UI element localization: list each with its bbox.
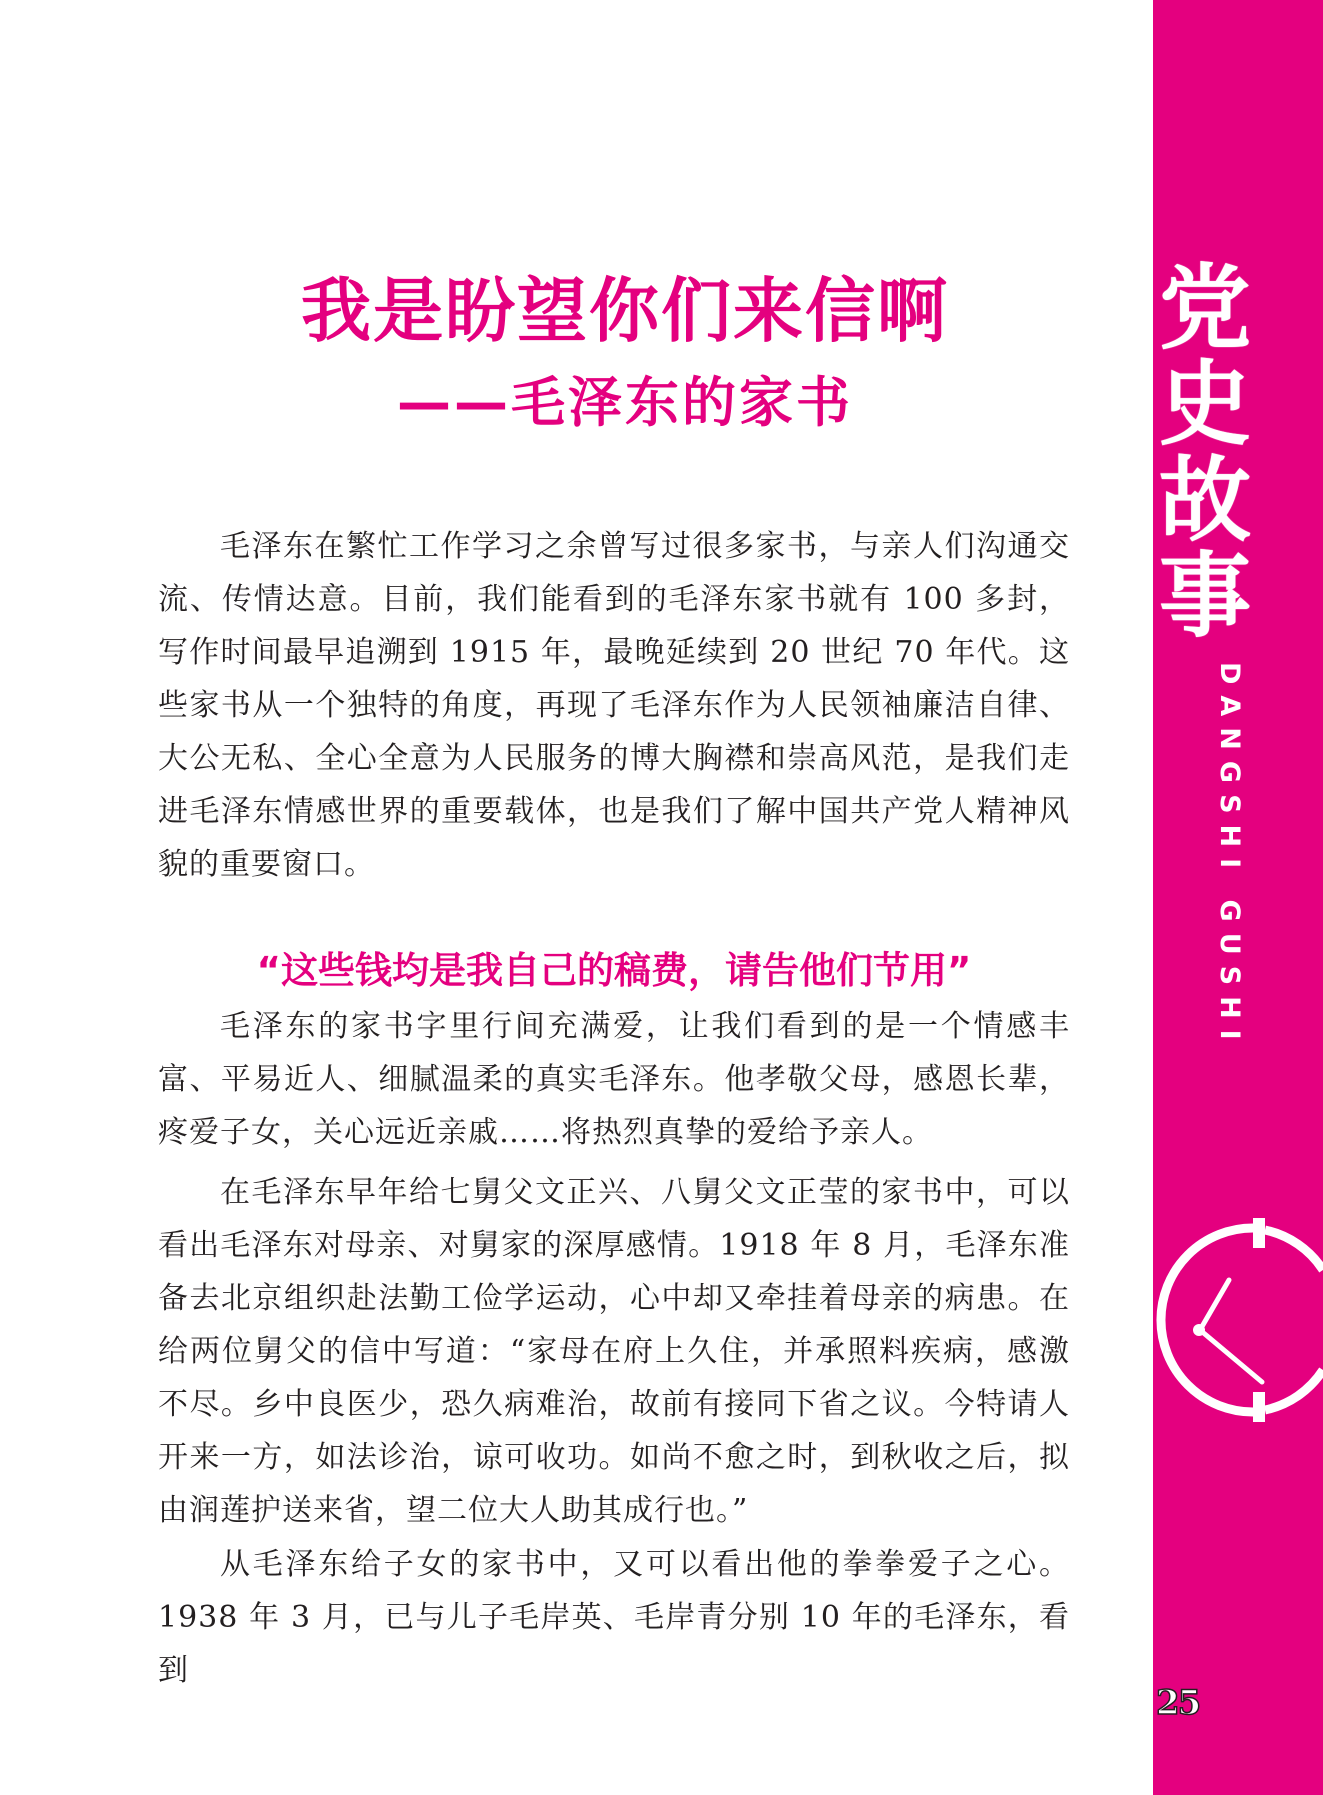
body-paragraph: 从毛泽东给子女的家书中，又可以看出他的拳拳爱子之心。1938 年 3 月，已与儿子毛岸英、毛岸青分别 10 年的毛泽东，看到 — [158, 1547, 1070, 1688]
article-title: 我是盼望你们来信啊 — [301, 269, 949, 352]
column-title-char: 史 — [1158, 350, 1251, 458]
body-paragraph: 毛泽东的家书字里行间充满爱，让我们看到的是一个情感丰富、平易近人、细腻温柔的真实毛泽东。他孝敬父母，感恩长辈，疼爱子女，关心远近亲戚……将热烈真挚的爱给予亲人。 — [158, 1009, 1070, 1150]
column-title-char: 事 — [1158, 542, 1251, 650]
intro-paragraph: 毛泽东在繁忙工作学习之余曾写过很多家书，与亲人们沟通交流、传情达意。目前，我们能看到的毛泽东家书就有 100 多封，写作时间最早追溯到 1915 年，最晚延续到 20 世纪 70 年代。这些家书从一个独特的角度，再现了毛泽东作为人民领袖廉洁自律、大公无私、全心全意为人民服务的博大胸襟和崇高风范，是我们走进毛泽东情感世界的重要载体，也是我们了解中国共产党人精神风貌的重要窗口。 — [158, 529, 1070, 882]
body-paragraph: 在毛泽东早年给七舅父文正兴、八舅父文正莹的家书中，可以看出毛泽东对母亲、对舅家的深厚感情。1918 年 8 月，毛泽东准备去北京组织赴法勤工俭学运动，心中却又牵挂着母亲的病患。在给两位舅父的信中写道：“家母在府上久住，并承照料疾病，感激不尽。乡中良医少，恐久病难治，故前有接同下省之议。今特请人开来一方，如法诊治，谅可收功。如尚不愈之时，到秋收之后，拟由润莲护送来省，望二位大人助其成行也。” — [158, 1175, 1070, 1528]
clock-icon — [1143, 1200, 1323, 1440]
column-title — [1153, 254, 1257, 650]
column-title-char: 党 — [1158, 254, 1251, 362]
column-pinyin: DANGSHI GUSHI — [1214, 662, 1245, 1051]
section-heading: “这些钱均是我自己的稿费，请告他们节用” — [256, 949, 972, 992]
page-number: 25 — [1156, 1683, 1200, 1723]
article-subtitle: ——毛泽东的家书 — [397, 371, 853, 434]
column-title-char: 故 — [1158, 446, 1251, 554]
